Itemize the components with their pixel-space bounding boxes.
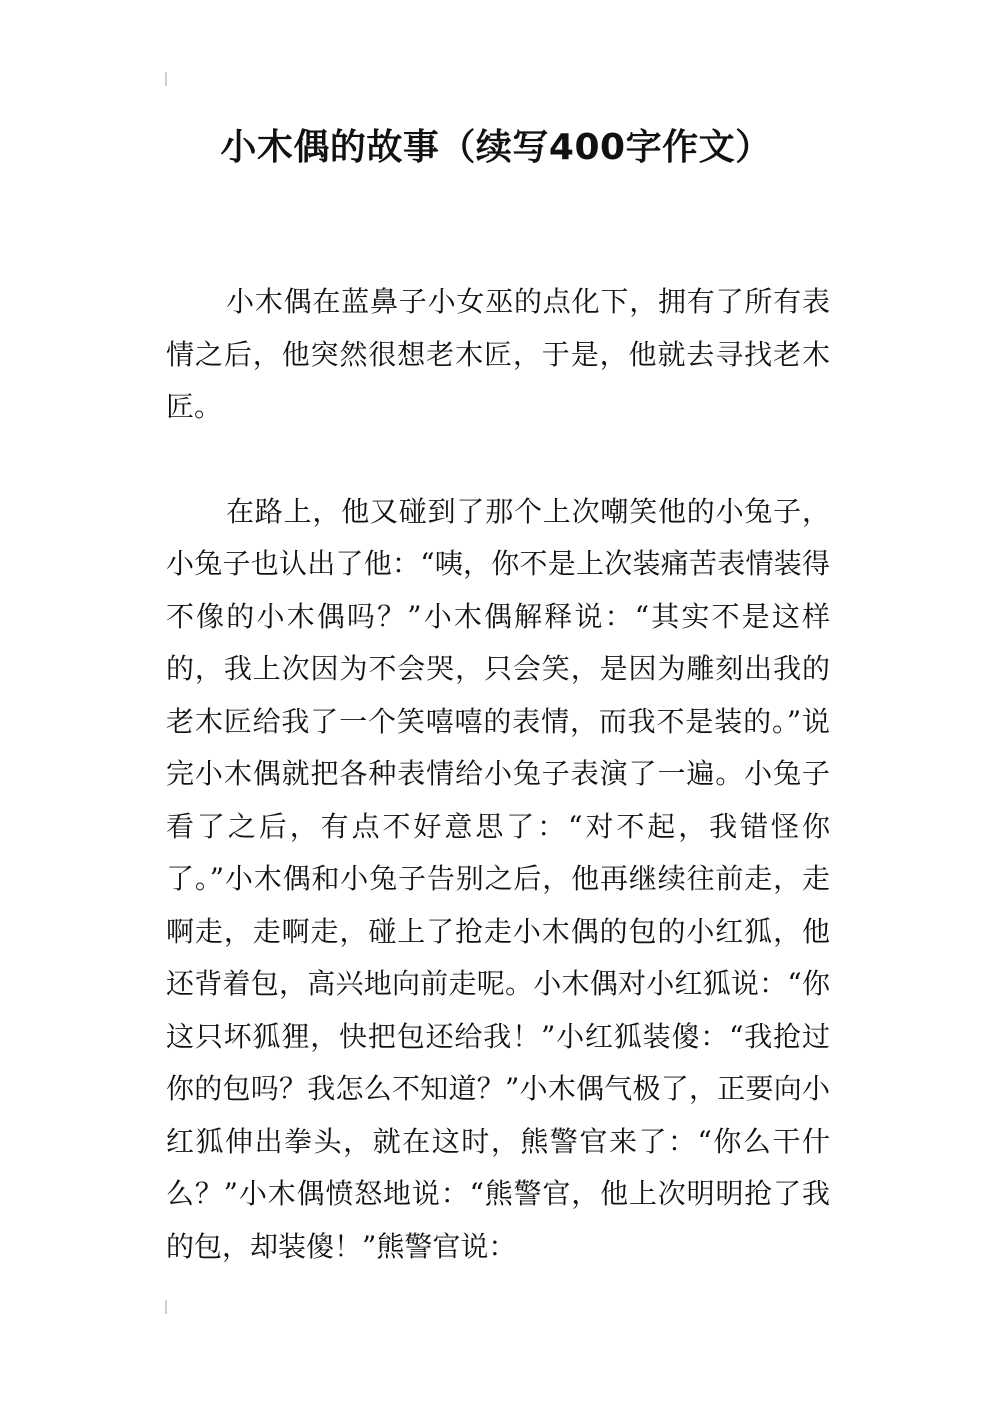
page-corner-mark-bottom bbox=[165, 1300, 167, 1314]
page-corner-mark-top bbox=[165, 72, 167, 86]
paragraph-2: 在路上，他又碰到了那个上次嘲笑他的小兔子，小兔子也认出了他：“咦，你不是上次装痛苦表情装得不像的小木偶吗？”小木偶解释说：“其实不是这样的，我上次因为不会哭，只会笑，是因为雕刻出我的老木匠给我了一个笑嘻嘻的表情，而我不是装的。”说完小木偶就把各种表情给小兔子表演了一遍。小兔子看了之后，有点不好意思了：“对不起，我错怪你了。”小木偶和小兔子告别之后，他再继续往前走，走啊走，走啊走，碰上了抢走小木偶的包的小红狐，他还背着包，高兴地向前走呢。小木偶对小红狐说：“你这只坏狐狸，快把包还给我！”小红狐装傻：“我抢过你的包吗？我怎么不知道？”小木偶气极了，正要向小红狐伸出拳头，就在这时，熊警官来了：“你么干什么？”小木偶愤怒地说：“熊警官，他上次明明抢了我的包，却装傻！”熊警官说： bbox=[166, 494, 830, 1263]
document-title: 小木偶的故事（续写400字作文） bbox=[220, 127, 772, 168]
document-body bbox=[166, 276, 830, 1273]
paragraph-1: 小木偶在蓝鼻子小女巫的点化下，拥有了所有表情之后，他突然很想老木匠，于是，他就去寻找老木匠。 bbox=[166, 285, 830, 423]
